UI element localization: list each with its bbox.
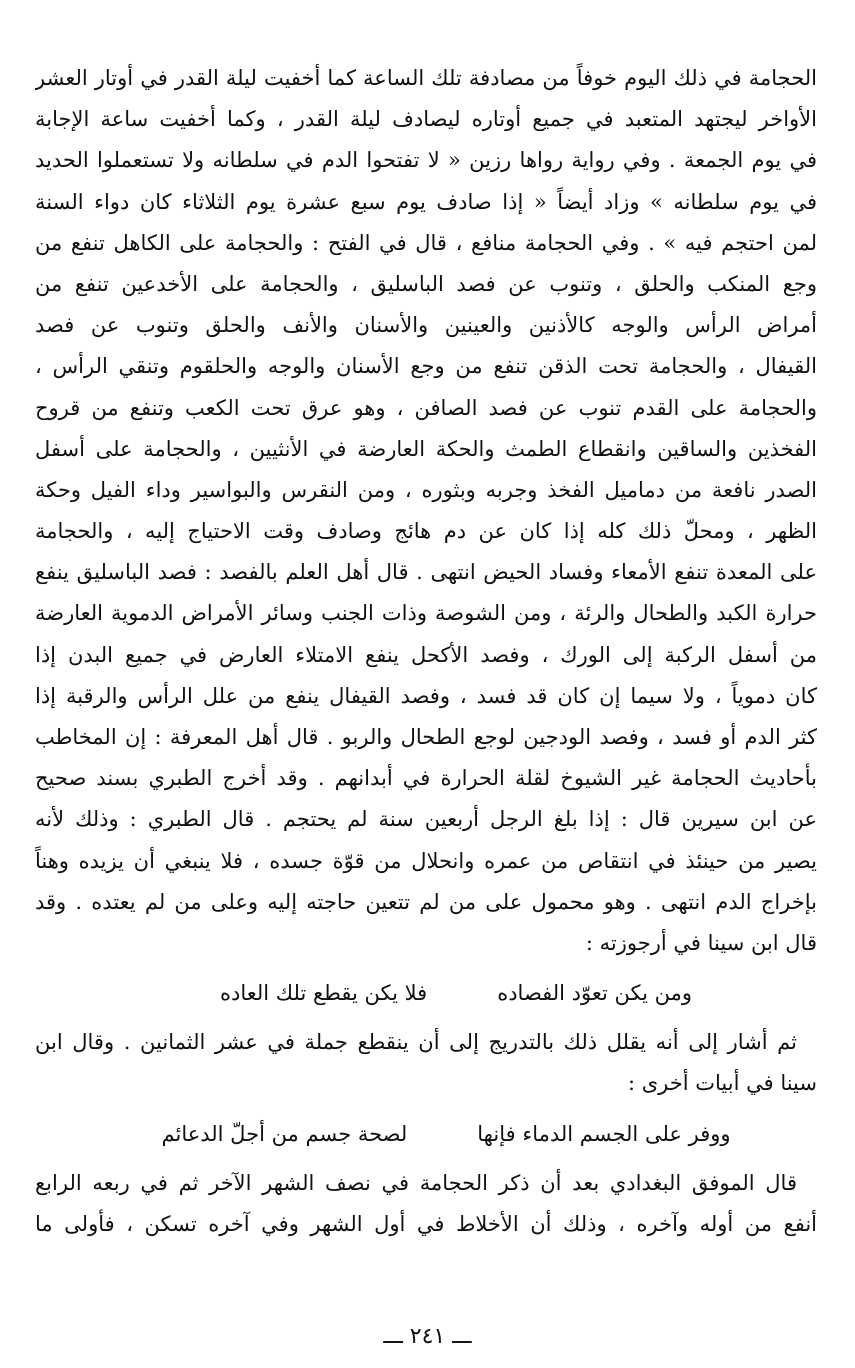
poem-verse: [35, 964, 817, 1022]
text-line: أنفع من أوله وآخره ، وذلك أن الأخلاط في أول الشهر وفي آخره تسكن ، فأولى ما: [35, 1211, 817, 1236]
text-line: ثم أشار إلى أنه يقلل ذلك بالتدريج إلى أن ينقطع جملة في عشر الثمانين . وقال ابن: [35, 1030, 797, 1055]
verse-first-hemistich: ومن يكن تعوّد الفصاده: [497, 981, 693, 1006]
text-line: القيفال ، والحجامة تحت الذقن تنفع من وجع الأسنان والوجه والحلقوم وتنقي الرأس ،: [35, 354, 817, 379]
verse-second-hemistich: لصحة جسم من أجلّ الدعائم: [161, 1121, 408, 1146]
text-line: على المعدة تنفع الأمعاء وفساد الحيض انتهى . قال أهل العلم بالفصد : فصد الباسليق ينفع: [35, 560, 817, 585]
text-line: الأواخر ليجتهد المتعبد في جميع أوتاره ليصادف ليلة القدر ، وكما أخفيت ساعة الإجابة: [35, 107, 817, 132]
page-number: ـــ ٢٤١ ـــ: [383, 1324, 472, 1349]
text-line: الظهر ، ومحلّ ذلك كله إذا كان عن دم هائج وصادف وقت الاحتياج إليه ، والحجامة: [35, 519, 817, 544]
text-line: الصدر نافعة من دماميل الفخذ وجربه وبثوره ، ومن النقرس والبواسير وداء الفيل وحكة: [35, 477, 817, 502]
text-line: قال الموفق البغدادي بعد أن ذكر الحجامة في نصف الشهر الآخر ثم في ربعه الرابع: [35, 1170, 797, 1195]
text-line: سينا في أبيات أخرى :: [627, 1071, 817, 1096]
verse-first-hemistich: ووفر على الجسم الدماء فإنها: [477, 1121, 731, 1146]
text-line: وجع المنكب والحلق ، وتنوب عن فصد الباسليق ، والحجامة على الأخدعين تنفع من: [35, 271, 817, 296]
verse-second-hemistich: فلا يكن يقطع تلك العاده: [220, 981, 428, 1006]
text-line: بإخراج الدم انتهى . وهو محمول على من لم تتعين حاجته إليه وعلى من لم يعتده . وقد: [35, 889, 817, 914]
text-line: في يوم سلطانه » وزاد أيضاً « إذا صادف يوم سبع عشرة يوم الثلاثاء كان دواء السنة: [35, 189, 817, 214]
text-line: كان دموياً ، ولا سيما إن كان قد فسد ، وفصد القيفال ينفع من علل الرأس والرقبة إذا: [35, 683, 817, 708]
text-line: الفخذين والساقين وانقطاع الطمث والحكة العارضة في الأنثيين ، والحجامة على أسفل: [35, 436, 817, 461]
text-line: بأحاديث الحجامة غير الشيوخ لقلة الحرارة في أبدانهم . وقد أخرج الطبري بسند صحيح: [35, 766, 817, 791]
text-line: عن ابن سيرين قال : إذا بلغ الرجل أربعين سنة لم يحتجم . قال الطبري : وذلك لأنه: [35, 807, 817, 832]
text-line: كثر الدم أو فسد ، وفصد الودجين لوجع الطحال والربو . قال أهل المعرفة : إن المخاطب: [35, 725, 817, 749]
text-line: والحجامة على القدم تنوب عن فصد الصافن ، وهو عرق تحت الكعب وتنفع من قروح: [35, 395, 817, 420]
text-line: من أسفل الركبة إلى الورك ، وفصد الأكحل ينفع الامتلاء العارض في جميع البدن إذا: [35, 642, 817, 667]
text-line: في يوم الجمعة . وفي رواية رواها رزين « لا تفتحوا الدم في سلطانه ولا تستعملوا الحديد: [35, 148, 817, 173]
text-line: لمن احتجم فيه » . وفي الحجامة منافع ، قال في الفتح : والحجامة على الكاهل تنفع من: [35, 230, 817, 255]
poem-verse: [35, 1105, 817, 1163]
body-text: [35, 58, 817, 1245]
text-line: الحجامة في ذلك اليوم خوفاً من مصادفة تلك الساعة كما أخفيت ليلة القدر في أوتار العشر: [35, 66, 817, 90]
text-line: يصير من حينئذ في انتقاص من عمره وانحلال من قوّة جسده ، فلا ينبغي أن يزيده وهناً: [35, 848, 817, 873]
text-line: قال ابن سينا في أرجوزته :: [585, 930, 817, 955]
text-line: حرارة الكبد والطحال والرئة ، ومن الشوصة وذات الجنب وسائر الأمراض الدموية العارضة: [35, 601, 817, 626]
text-line: أمراض الرأس والوجه كالأذنين والعينين والأسنان والأنف والحلق وتنوب عن فصد: [35, 313, 817, 338]
